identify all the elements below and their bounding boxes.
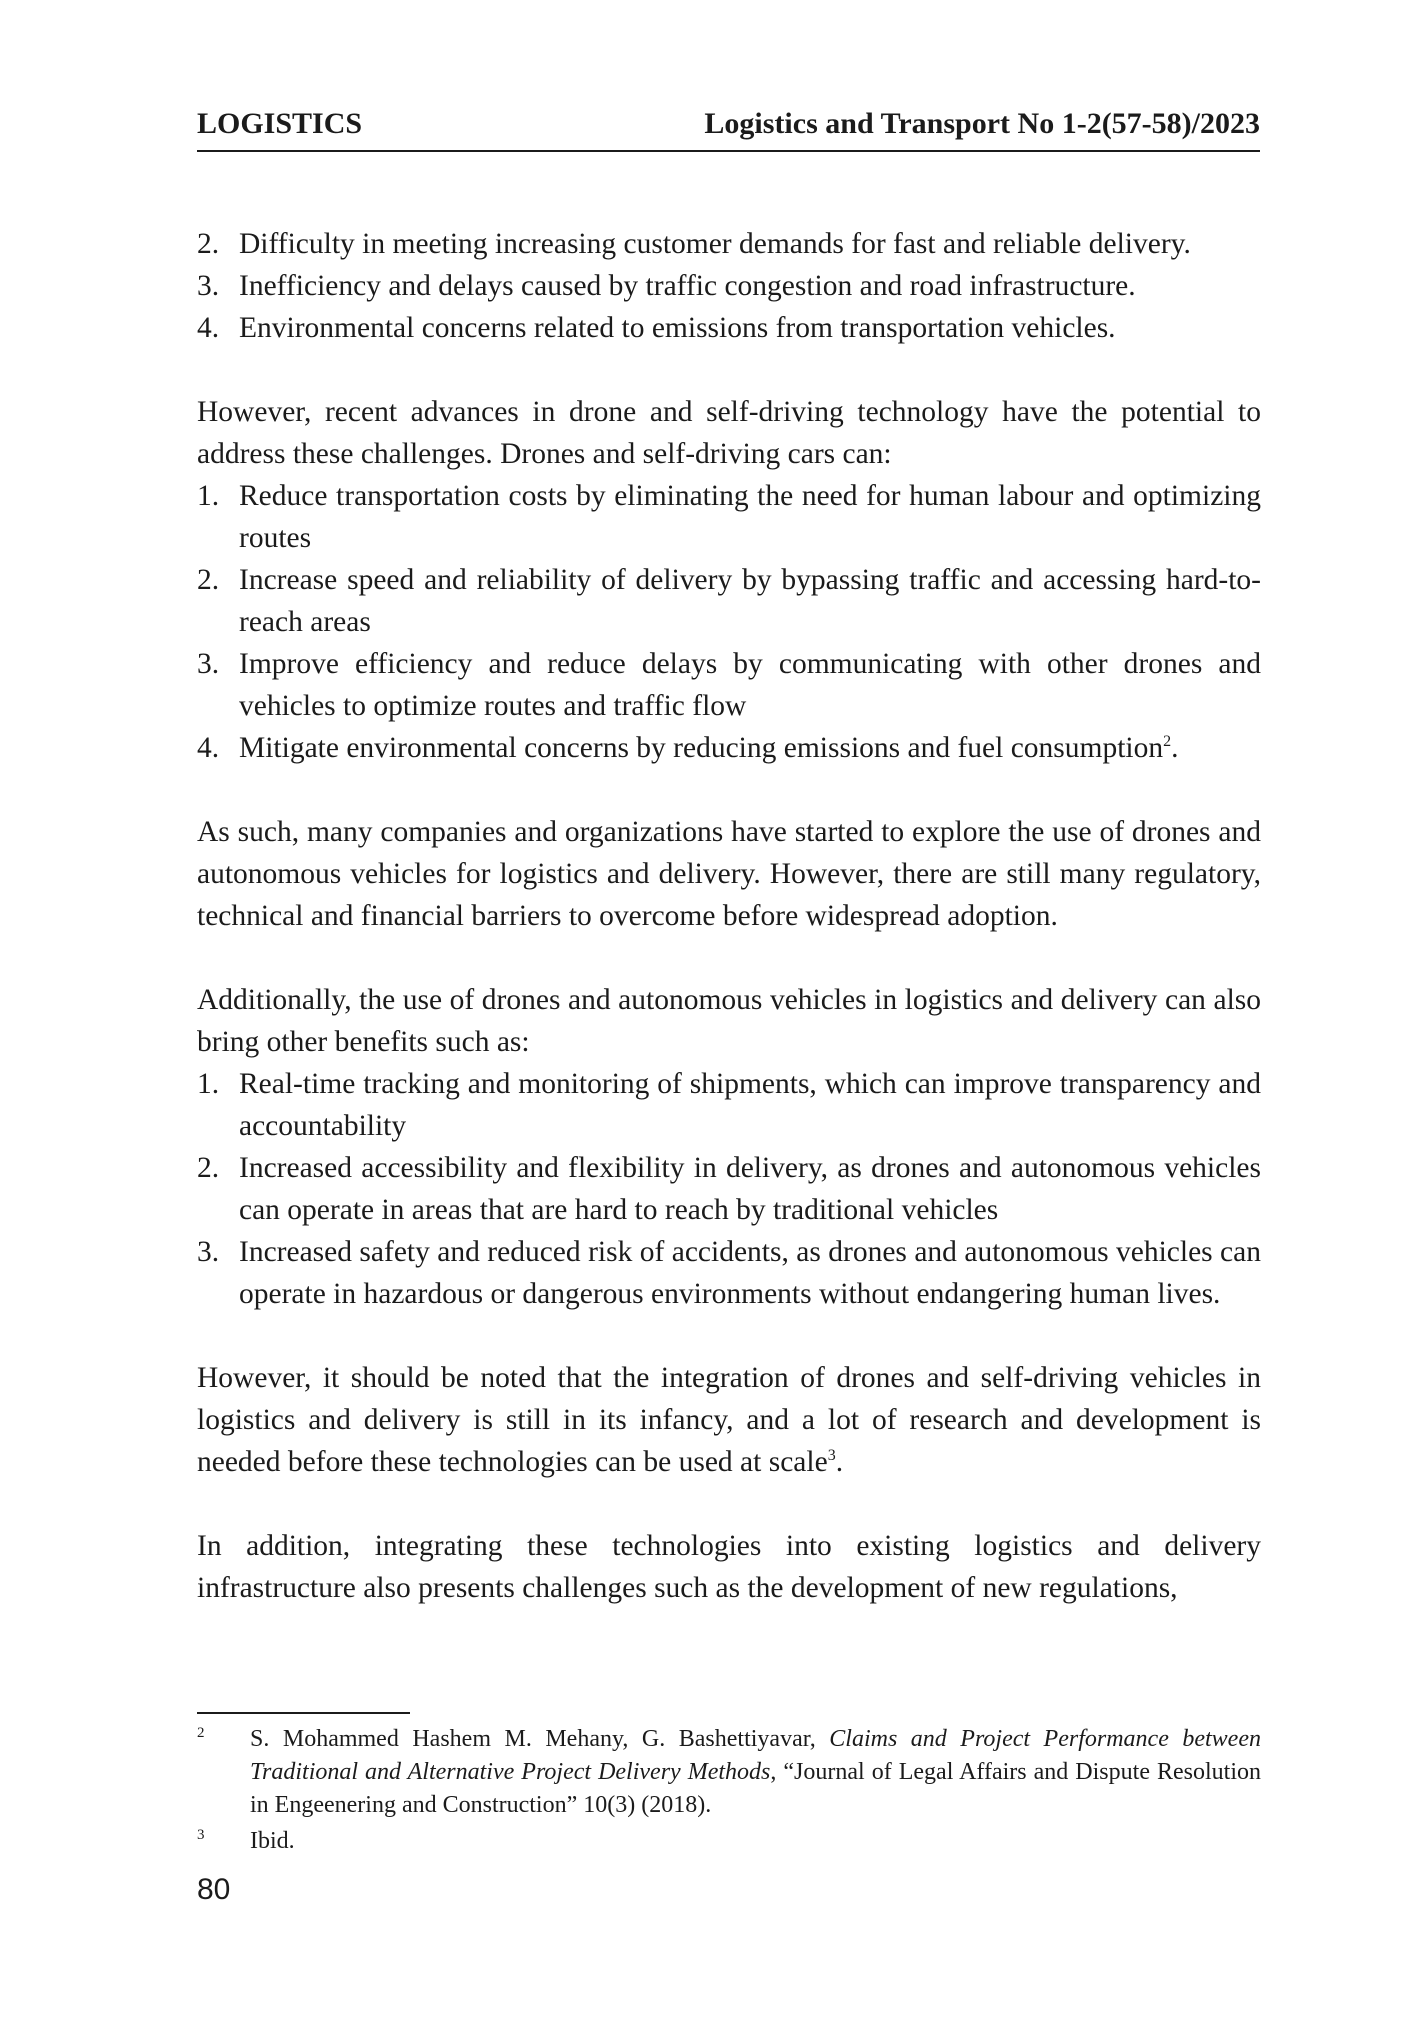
footnote-number: 3 <box>197 1827 205 1843</box>
list-item: 2. Increased accessibility and flexibility in delivery, as drones and autonomous vehicles can operate in areas that are hard to reach by traditional vehicles <box>197 1152 1261 1226</box>
footnote: 3 Ibid. <box>197 1825 1261 1858</box>
footnote-ref[interactable]: 2 <box>1163 733 1172 751</box>
paragraph: However, it should be noted that the integration of drones and self-driving vehicles in logistics and delivery is still in its infancy, and a lot of research and development is needed before these technologies can be used at scale$^3$. <box>197 1362 1261 1478</box>
footnotes <box>197 1723 1261 1861</box>
list-item: 4. Mitigate environmental concerns by reducing emissions and fuel consumption$^2$. <box>197 732 1179 764</box>
list-item: 1. Real-time tracking and monitoring of shipments, which can improve transparency and accountability <box>197 1068 1261 1142</box>
other-benefits-list <box>197 1063 1261 1315</box>
cited-title: Claims and Project Performance between Traditional and Alternative Project Delivery Methods <box>250 1726 1261 1785</box>
paragraph: However, recent advances in drone and self-driving technology have the potential to address these challenges. Drones and self-driving cars can: <box>197 396 1261 470</box>
paragraph: In addition, integrating these technologies into existing logistics and delivery infrastructure also presents challenges such as the development of new regulations, <box>197 1530 1261 1604</box>
page-number: 80 <box>197 1873 231 1906</box>
footnote-ref[interactable]: 3 <box>827 1447 836 1465</box>
journal-title: Logistics and Transport No 1-2(57-58)/2023 <box>704 107 1260 140</box>
list-item: 4. Environmental concerns related to emissions from transportation vehicles. <box>197 312 1116 344</box>
section-title: LOGISTICS <box>197 107 363 140</box>
footnote-divider <box>197 1712 410 1714</box>
running-header <box>197 104 1260 152</box>
list-item: 1. Reduce transportation costs by eliminating the need for human labour and optimizing routes <box>197 480 1261 554</box>
list-item: 3. Increased safety and reduced risk of accidents, as drones and autonomous vehicles can operate in hazardous or dangerous environments without endangering human lives. <box>197 1236 1261 1310</box>
article-body <box>197 223 1261 1651</box>
list-item: 3. Inefficiency and delays caused by traffic congestion and road infrastructure. <box>197 270 1136 302</box>
paragraph: Additionally, the use of drones and autonomous vehicles in logistics and delivery can also bring other benefits such as: <box>197 984 1261 1058</box>
list-item: 2. Increase speed and reliability of delivery by bypassing traffic and accessing hard-to-reach areas <box>197 564 1261 638</box>
footnote: 2 S. Mohammed Hashem M. Mehany, G. Bashettiyavar, Claims and Project Performance between Traditional and Alternative Project Delivery Methods, “Journal of Legal Affairs and Dispute Resolution in Engeenering and Construction” 10(3) (2018). <box>197 1723 1261 1822</box>
footnote-number: 2 <box>197 1725 205 1741</box>
benefits-list <box>197 475 1261 769</box>
list-item: 2. Difficulty in meeting increasing customer demands for fast and reliable delivery. <box>197 228 1191 260</box>
list-item: 3. Improve efficiency and reduce delays by communicating with other drones and vehicles to optimize routes and traffic flow <box>197 648 1261 722</box>
challenges-list <box>197 223 1261 349</box>
paragraph: As such, many companies and organizations have started to explore the use of drones and autonomous vehicles for logistics and delivery. However, there are still many regulatory, technical and financial barriers to overcome before widespread adoption. <box>197 816 1261 932</box>
